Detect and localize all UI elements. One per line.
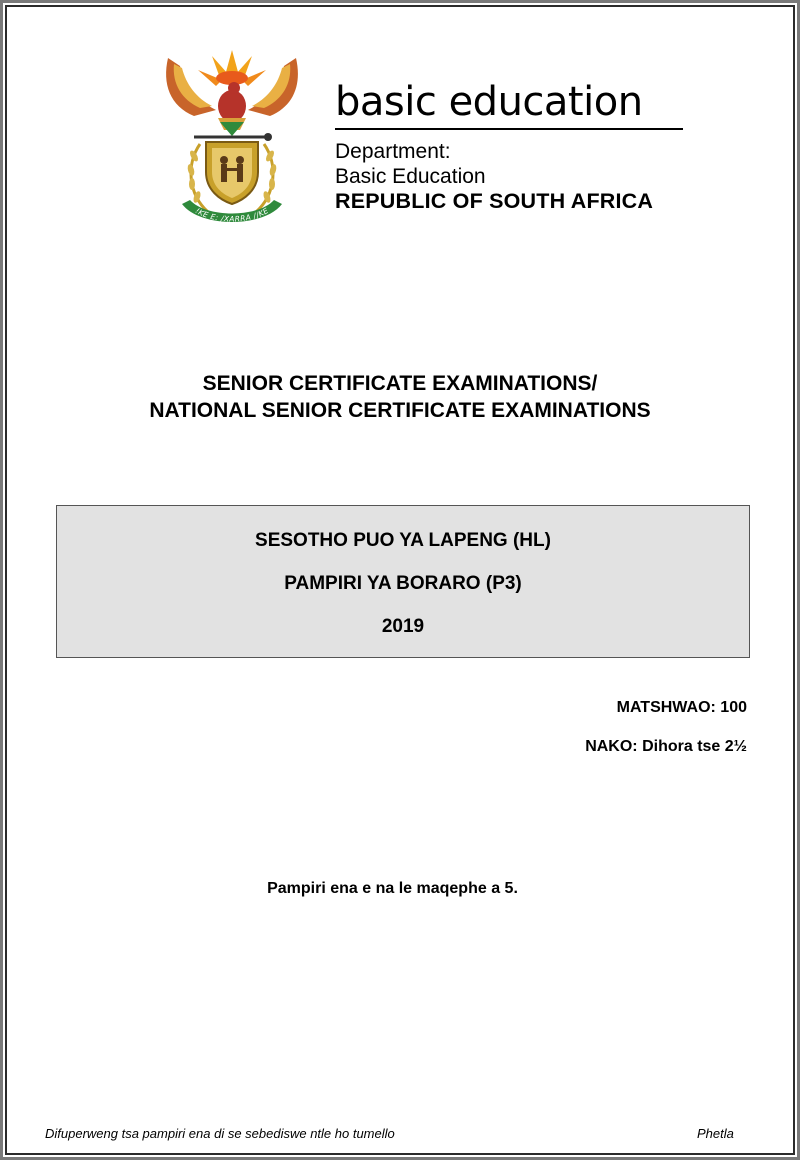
country-name: REPUBLIC OF SOUTH AFRICA bbox=[335, 189, 654, 213]
brand-rule bbox=[335, 128, 683, 130]
paper-name: PAMPIRI YA BORARO (P3) bbox=[284, 573, 522, 594]
exam-heading-line-2: NATIONAL SENIOR CERTIFICATE EXAMINATIONS bbox=[149, 399, 651, 422]
exam-heading-line-1: SENIOR CERTIFICATE EXAMINATIONS/ bbox=[202, 372, 598, 395]
copyright-notice: Difuperweng tsa pampiri ena di se sebediswe ntle ho tumello bbox=[45, 1126, 395, 1141]
subject-box bbox=[56, 505, 750, 658]
subject-name: SESOTHO PUO YA LAPENG (HL) bbox=[255, 530, 551, 551]
letterhead-brand bbox=[335, 78, 685, 214]
sun-rays bbox=[198, 50, 266, 86]
brand-title: basic education bbox=[335, 79, 643, 125]
department-name: Basic Education bbox=[335, 165, 486, 188]
exam-heading bbox=[0, 370, 800, 424]
marks-total: MATSHWAO: 100 bbox=[616, 699, 747, 716]
page-count-note: Pampiri ena e na le maqephe a 5. bbox=[267, 880, 518, 897]
coat-of-arms-logo bbox=[160, 44, 304, 228]
turn-over-label: Phetla bbox=[697, 1126, 734, 1141]
secretary-bird bbox=[218, 82, 246, 136]
svg-text:!KE E: /XARRA //KE: !KE E: /XARRA //KE bbox=[193, 206, 271, 224]
exam-year: 2019 bbox=[381, 616, 425, 637]
shield bbox=[206, 142, 258, 204]
department-label: Department: bbox=[335, 140, 451, 163]
exam-duration: NAKO: Dihora tse 2½ bbox=[585, 738, 747, 755]
